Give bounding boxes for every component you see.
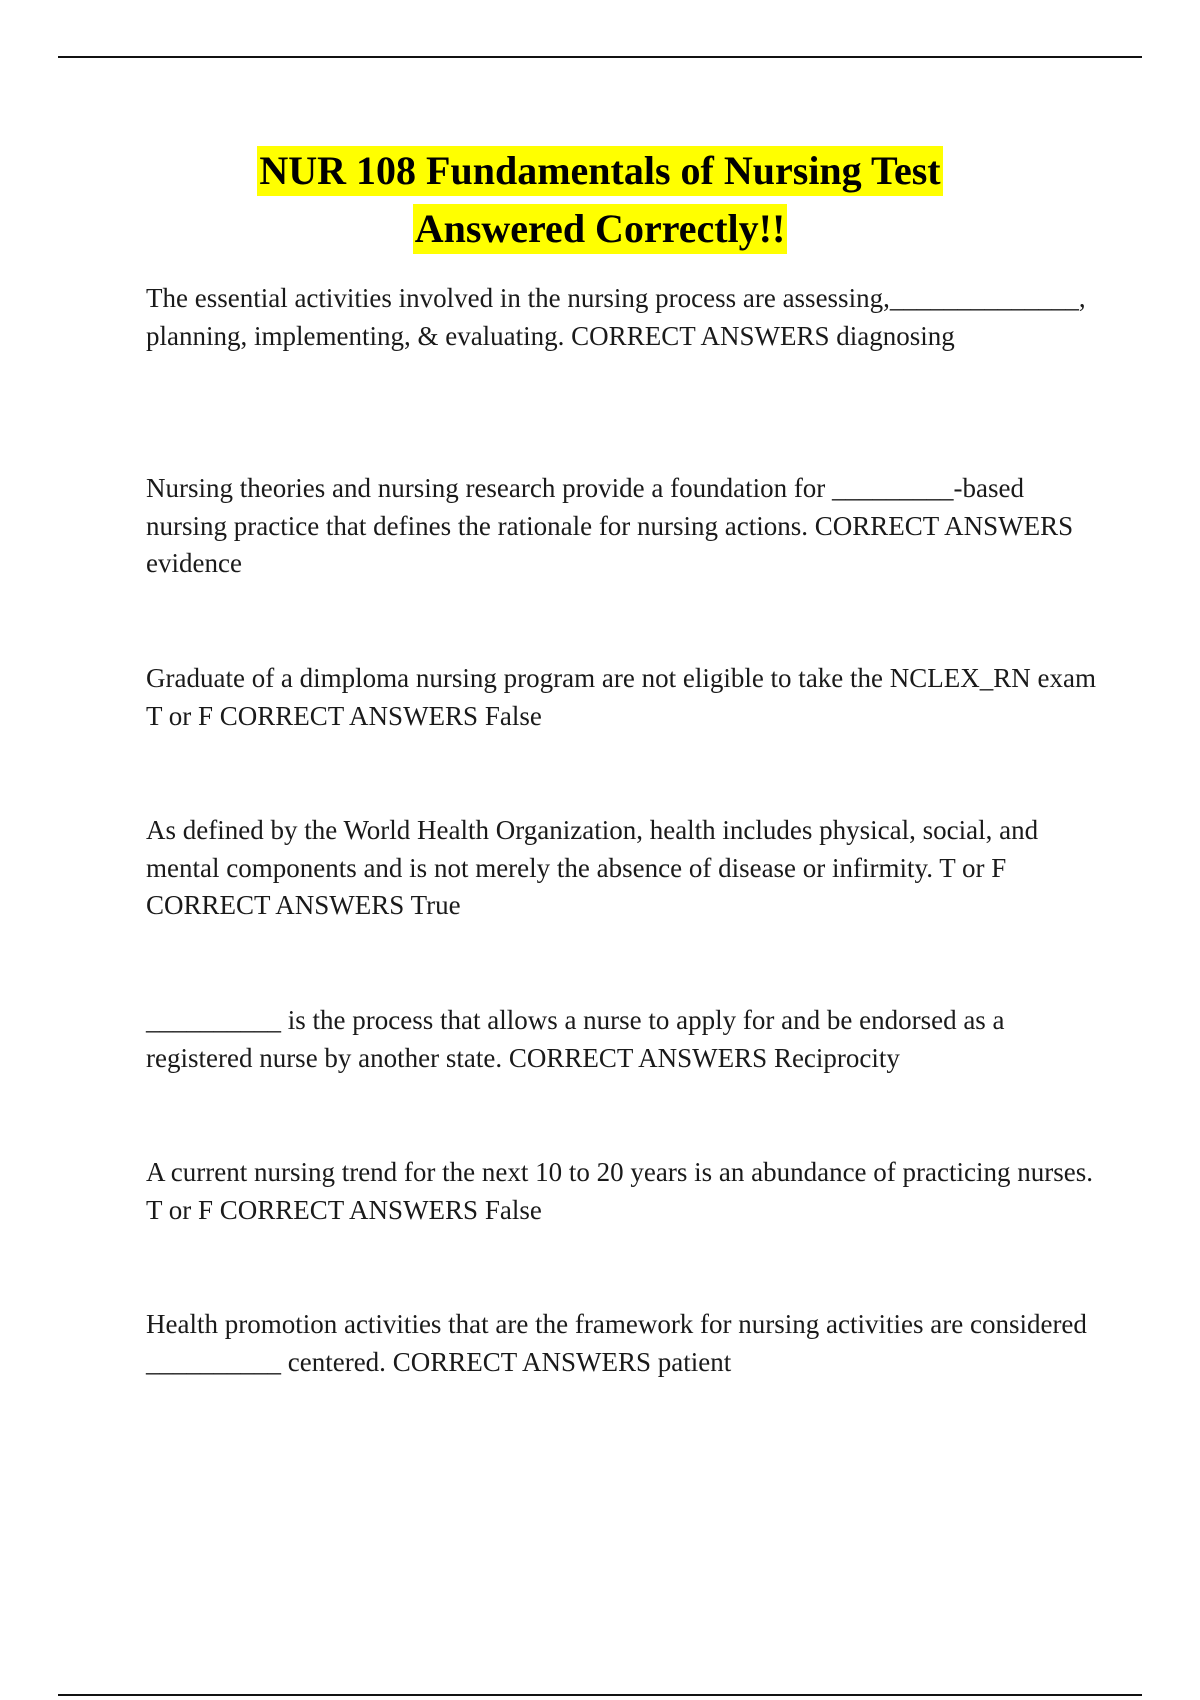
answer-marker: CORRECT ANSWERS [814,510,1074,541]
qa-item-3 [146,660,1096,735]
answer-text: evidence [146,548,242,578]
qa-item-1 [146,280,1096,355]
title-line-2: Answered Correctly!! [413,204,788,254]
answer-text: Reciprocity [773,1042,900,1073]
question-text: Nursing theories and nursing research provide a foundation for _________-based nursing practice that defines the rationale for nursing actions. [146,473,1025,541]
answer-text: patient [657,1346,732,1377]
answer-marker: CORRECT ANSWERS [146,890,405,920]
title-line-1: NUR 108 Fundamentals of Nursing Test [257,146,942,196]
qa-item-6 [146,1154,1096,1229]
qa-item-5 [146,1002,1096,1077]
qa-item-7 [146,1306,1096,1381]
question-text: The essential activities involved in the nursing process are assessing,______________, planning, implementing, & evaluating. [146,283,1086,351]
answer-marker: CORRECT ANSWERS [219,1194,479,1225]
bottom-rule [58,1694,1142,1696]
qa-item-4 [146,812,1096,925]
document-title [0,142,1200,258]
top-rule [58,56,1142,58]
question-text: Health promotion activities that are the framework for nursing activities are considered __________ centered. [146,1309,1087,1377]
answer-marker: CORRECT ANSWERS [219,700,479,731]
question-text: Graduate of a dimploma nursing program are not eligible to take the NCLEX_RN exam T or F [146,663,1096,731]
answer-marker: CORRECT ANSWERS [392,1346,651,1377]
question-text: __________ is the process that allows a nurse to apply for and be endorsed as a registered nurse by another state. [146,1005,1005,1073]
answer-marker: CORRECT ANSWERS [508,1042,768,1073]
answer-text: False [484,700,542,731]
answer-text: diagnosing [836,320,955,351]
question-text: A current nursing trend for the next 10 to 20 years is an abundance of practicing nurses. T or F [146,1157,1093,1225]
answer-marker: CORRECT ANSWERS [571,320,830,351]
qa-item-2 [146,470,1096,583]
question-text: As defined by the World Health Organization, health includes physical, social, and mental components and is not merely the absence of disease or infirmity. T or F [146,815,1039,883]
answer-text: False [484,1194,542,1225]
answer-text: True [410,890,461,920]
